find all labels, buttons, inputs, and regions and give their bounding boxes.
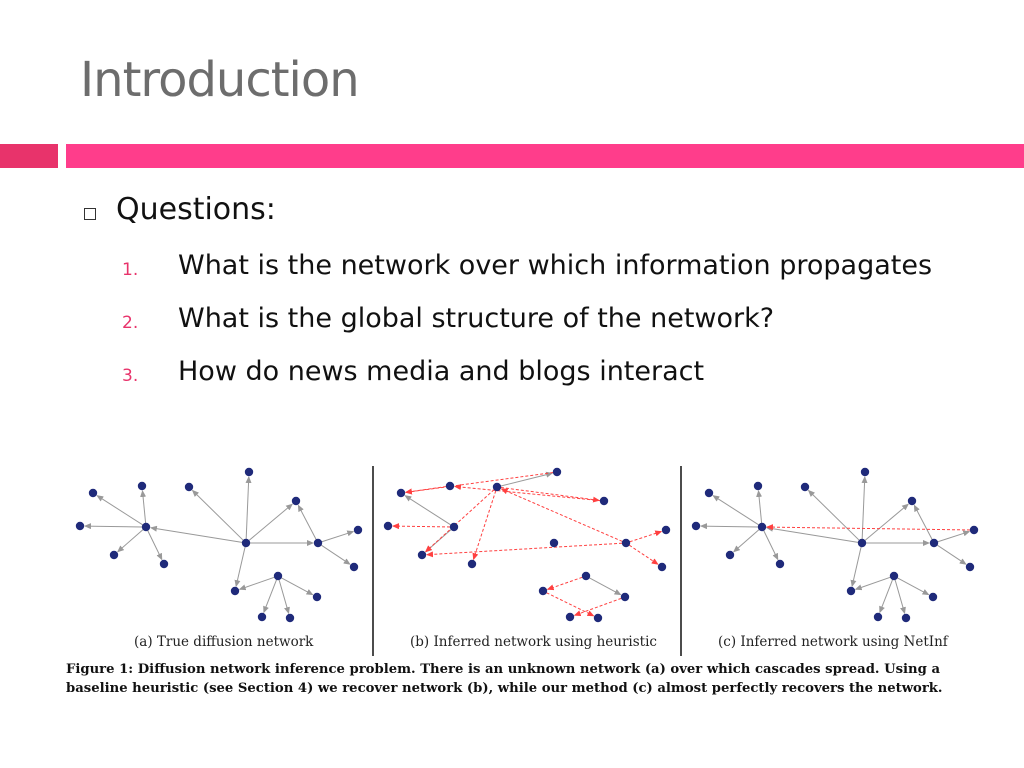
accent-bar-right (66, 144, 1024, 168)
network-edge (151, 528, 242, 543)
panel-netinf-network (692, 468, 978, 622)
network-node (594, 614, 602, 622)
network-node (384, 522, 392, 530)
network-node (600, 497, 608, 505)
network-node (758, 523, 766, 531)
network-edge (914, 505, 932, 539)
list-number-2: 2. (122, 313, 139, 333)
network-node (726, 551, 734, 559)
network-edge (282, 578, 313, 595)
network-node (929, 593, 937, 601)
bullet-questions: Questions: (116, 192, 276, 227)
subcaption-b: (b) Inferred network using heuristic (410, 634, 657, 650)
network-node (493, 483, 501, 491)
network-node (662, 526, 670, 534)
network-node (89, 489, 97, 497)
network-node (185, 483, 193, 491)
network-node (418, 551, 426, 559)
network-edge (898, 578, 929, 595)
network-node (76, 522, 84, 530)
inferred-edge (629, 545, 658, 564)
network-node (110, 551, 118, 559)
network-node (692, 522, 700, 530)
network-edge (321, 545, 350, 564)
network-node (446, 482, 454, 490)
network-figure (66, 460, 1001, 660)
network-edge (142, 491, 145, 523)
network-node (231, 587, 239, 595)
network-node (705, 489, 713, 497)
network-node (138, 482, 146, 490)
subcaption-c: (c) Inferred network using NetInf (718, 634, 948, 650)
inferred-edge (393, 526, 450, 527)
network-node (313, 593, 321, 601)
network-edge (264, 580, 277, 613)
network-edge (865, 504, 908, 540)
network-edge (713, 496, 758, 525)
network-edge (938, 532, 969, 542)
inferred-edge (474, 491, 496, 559)
network-edge (758, 491, 761, 523)
figure-caption: Figure 1: Diffusion network inference problem. There is an unknown network (a) over which cascades spread. Using a baseline heuristic (see Section 4) we recover network (b), while our method (c) almost perfectly recovers the network. (66, 662, 943, 696)
list-item-2: What is the global structure of the network? (178, 303, 775, 334)
inferred-edge (548, 577, 583, 589)
network-node (550, 539, 558, 547)
network-node (908, 497, 916, 505)
network-edge (193, 491, 244, 541)
network-node (858, 539, 866, 547)
network-node (874, 613, 882, 621)
network-node (847, 587, 855, 595)
network-node (622, 539, 630, 547)
network-edge (405, 496, 450, 525)
inferred-edge (630, 532, 661, 542)
list-item-1: What is the network over which information propagates (178, 250, 933, 281)
network-node (966, 563, 974, 571)
list-item-3: How do news media and blogs interact (178, 356, 705, 387)
inferred-edge (427, 543, 622, 554)
network-node (582, 572, 590, 580)
network-node (142, 523, 150, 531)
network-edge (937, 545, 966, 564)
network-edge (734, 530, 759, 552)
network-node (776, 560, 784, 568)
network-node (930, 539, 938, 547)
network-node (258, 613, 266, 621)
inferred-edge (501, 488, 599, 501)
network-node (468, 560, 476, 568)
slide-title: Introduction (80, 52, 359, 108)
inferred-edge (547, 593, 594, 616)
network-edge (85, 526, 142, 527)
inferred-edge (767, 527, 970, 530)
network-edge (880, 580, 893, 613)
network-edge (236, 547, 245, 586)
network-edge (895, 580, 905, 613)
network-node (286, 614, 294, 622)
network-edge (856, 577, 891, 589)
network-edge (240, 577, 275, 589)
list-number-1: 1. (122, 260, 139, 280)
network-node (658, 563, 666, 571)
network-node (539, 587, 547, 595)
network-edge (862, 477, 865, 539)
accent-bar-left (0, 144, 58, 168)
network-node (902, 614, 910, 622)
network-edge (246, 477, 249, 539)
network-node (292, 497, 300, 505)
network-node (242, 539, 250, 547)
network-node (397, 489, 405, 497)
network-node (566, 613, 574, 621)
bullet-square-icon (84, 208, 96, 220)
network-edge (590, 578, 621, 595)
network-node (274, 572, 282, 580)
network-node (890, 572, 898, 580)
panel-true-network (76, 468, 362, 622)
inferred-edge (455, 486, 600, 500)
network-edge (767, 528, 858, 543)
network-edge (298, 505, 316, 539)
network-node (801, 483, 809, 491)
network-node (553, 468, 561, 476)
network-node (861, 468, 869, 476)
network-node (754, 482, 762, 490)
network-edge (764, 531, 778, 560)
network-node (314, 539, 322, 547)
network-edge (249, 504, 292, 540)
network-node (354, 526, 362, 534)
network-edge (97, 496, 142, 525)
network-edge (148, 531, 162, 560)
network-edge (118, 530, 143, 552)
network-edge (701, 526, 758, 527)
network-node (970, 526, 978, 534)
network-edge (852, 547, 861, 586)
network-node (350, 563, 358, 571)
network-node (450, 523, 458, 531)
network-node (621, 593, 629, 601)
network-edge (809, 491, 860, 541)
network-edge (501, 473, 552, 486)
network-edge (322, 532, 353, 542)
subcaption-a: (a) True diffusion network (134, 634, 314, 650)
network-node (160, 560, 168, 568)
network-node (245, 468, 253, 476)
panel-heuristic-network (384, 468, 670, 622)
network-edge (279, 580, 289, 613)
inferred-edge (575, 598, 622, 615)
list-number-3: 3. (122, 366, 139, 386)
